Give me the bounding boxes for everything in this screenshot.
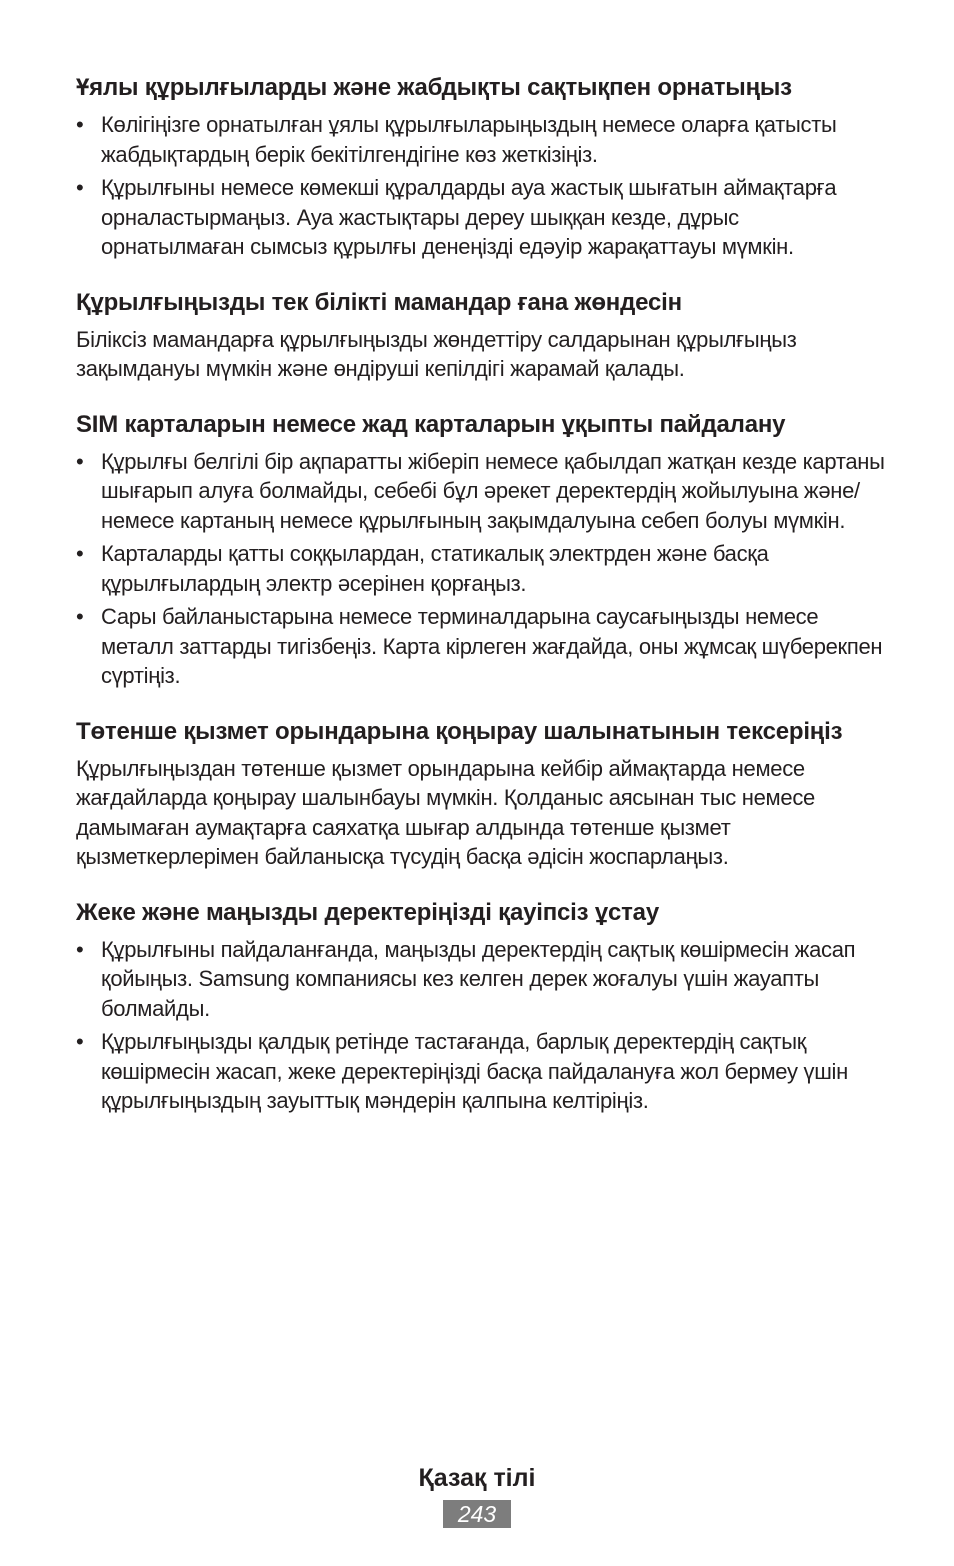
page-content — [76, 72, 886, 1141]
bullet-marker: • — [76, 448, 84, 474]
section-sim-cards — [76, 409, 886, 691]
section-heading: Жеке және маңызды деректеріңізді қауіпсіз ұстау — [76, 898, 659, 926]
section-body: Құрылғыңыздан төтенше қызмет орындарына кейбір аймақтарда немесе жағдайларда қоңырау шалынбауы мүмкін. Қолданыс аясынан тыс немесе дамымаған аумақтарға саяхатқа шығар алдында төтенше қызмет қызметкерлерімен байланысқа түсудің басқа әдісін жоспарлаңыз. — [76, 755, 815, 869]
list-item-text: Карталарды қатты соққылардан, статикалық электрден және басқа құрылғылардың электр әсерінен қорғаңыз. — [101, 541, 769, 596]
bullet-marker: • — [76, 936, 84, 962]
section-emergency-calls — [76, 716, 886, 872]
bullet-marker: • — [76, 541, 84, 566]
bullet-marker: • — [76, 175, 84, 200]
list-item-text: Құрылғыны немесе көмекші құралдарды ауа жастық шығатын аймақтарға орналастырмаңыз. Ауа жастықтары дереу шыққан кезде, дұрыс орнатылмаған сымсыз құрылғы денеңізді едәуір жарақаттауы мүмкін. — [101, 175, 837, 259]
bullet-marker: • — [76, 1029, 84, 1054]
section-personal-data — [76, 897, 886, 1116]
footer-language: Қазақ тілі — [418, 1464, 536, 1492]
list-item — [76, 447, 886, 536]
bullet-list — [76, 935, 886, 1116]
bullet-marker: • — [76, 112, 84, 137]
list-item-text: Құрылғыны пайдаланғанда, маңызды деректердің сақтық көшірмесін жасап қойыңыз. Samsung компаниясы кез келген дерек жоғалуы үшін жауапты болмайды. — [101, 936, 856, 1021]
list-item-text: Құрылғы белгілі бір ақпаратты жіберіп немесе қабылдап жатқан кезде картаны шығарып алуға болмайды, себебі бұл әрекет деректердің жойылуына және/немесе картаның немесе құрылғының зақымдалуына себеп болуы мүмкін. — [101, 448, 885, 533]
section-heading: Төтенше қызмет орындарына қоңырау шалынатынын тексеріңіз — [76, 717, 843, 745]
list-item — [76, 173, 886, 262]
list-item — [76, 110, 886, 169]
section-body: Біліксіз мамандарға құрылғыңызды жөндеттіру салдарынан құрылғыңыз зақымдануы мүмкін және өндіруші кепілдігі жарамай қалады. — [76, 326, 797, 381]
section-qualified-repair — [76, 287, 886, 384]
section-mobile-devices — [76, 72, 886, 262]
bullet-list — [76, 447, 886, 691]
list-item-text: Көлігіңізге орнатылған ұялы құрылғыларыңыздың немесе оларға қатысты жабдықтардың берік бекітілгендігіне көз жеткізіңіз. — [101, 112, 837, 167]
section-heading: Құрылғыңызды тек білікті мамандар ғана жөндесін — [76, 288, 682, 316]
section-heading: SIM карталарын немесе жад карталарын ұқыпты пайдалану — [76, 410, 786, 438]
page-number: 243 — [443, 1500, 511, 1528]
page-footer — [0, 1462, 954, 1528]
section-heading: Ұялы құрылғыларды және жабдықты сақтықпен орнатыңыз — [76, 74, 792, 101]
bullet-marker: • — [76, 604, 84, 629]
list-item — [76, 602, 886, 691]
list-item — [76, 539, 886, 598]
list-item-text: Сары байланыстарына немесе терминалдарына саусағыңызды немесе металл заттарды тигізбеңіз. Карта кірлеген жағдайда, оны жұмсақ шүберекпен сүртіңіз. — [101, 604, 883, 688]
list-item — [76, 935, 886, 1024]
bullet-list — [76, 110, 886, 262]
list-item — [76, 1027, 886, 1116]
list-item-text: Құрылғыңызды қалдық ретінде тастағанда, барлық деректердің сақтық көшірмесін жасап, жеке деректеріңізді басқа пайдалануға жол бермеу үшін құрылғыңыздың зауыттық мәндерін қалпына келтіріңіз. — [101, 1029, 848, 1113]
